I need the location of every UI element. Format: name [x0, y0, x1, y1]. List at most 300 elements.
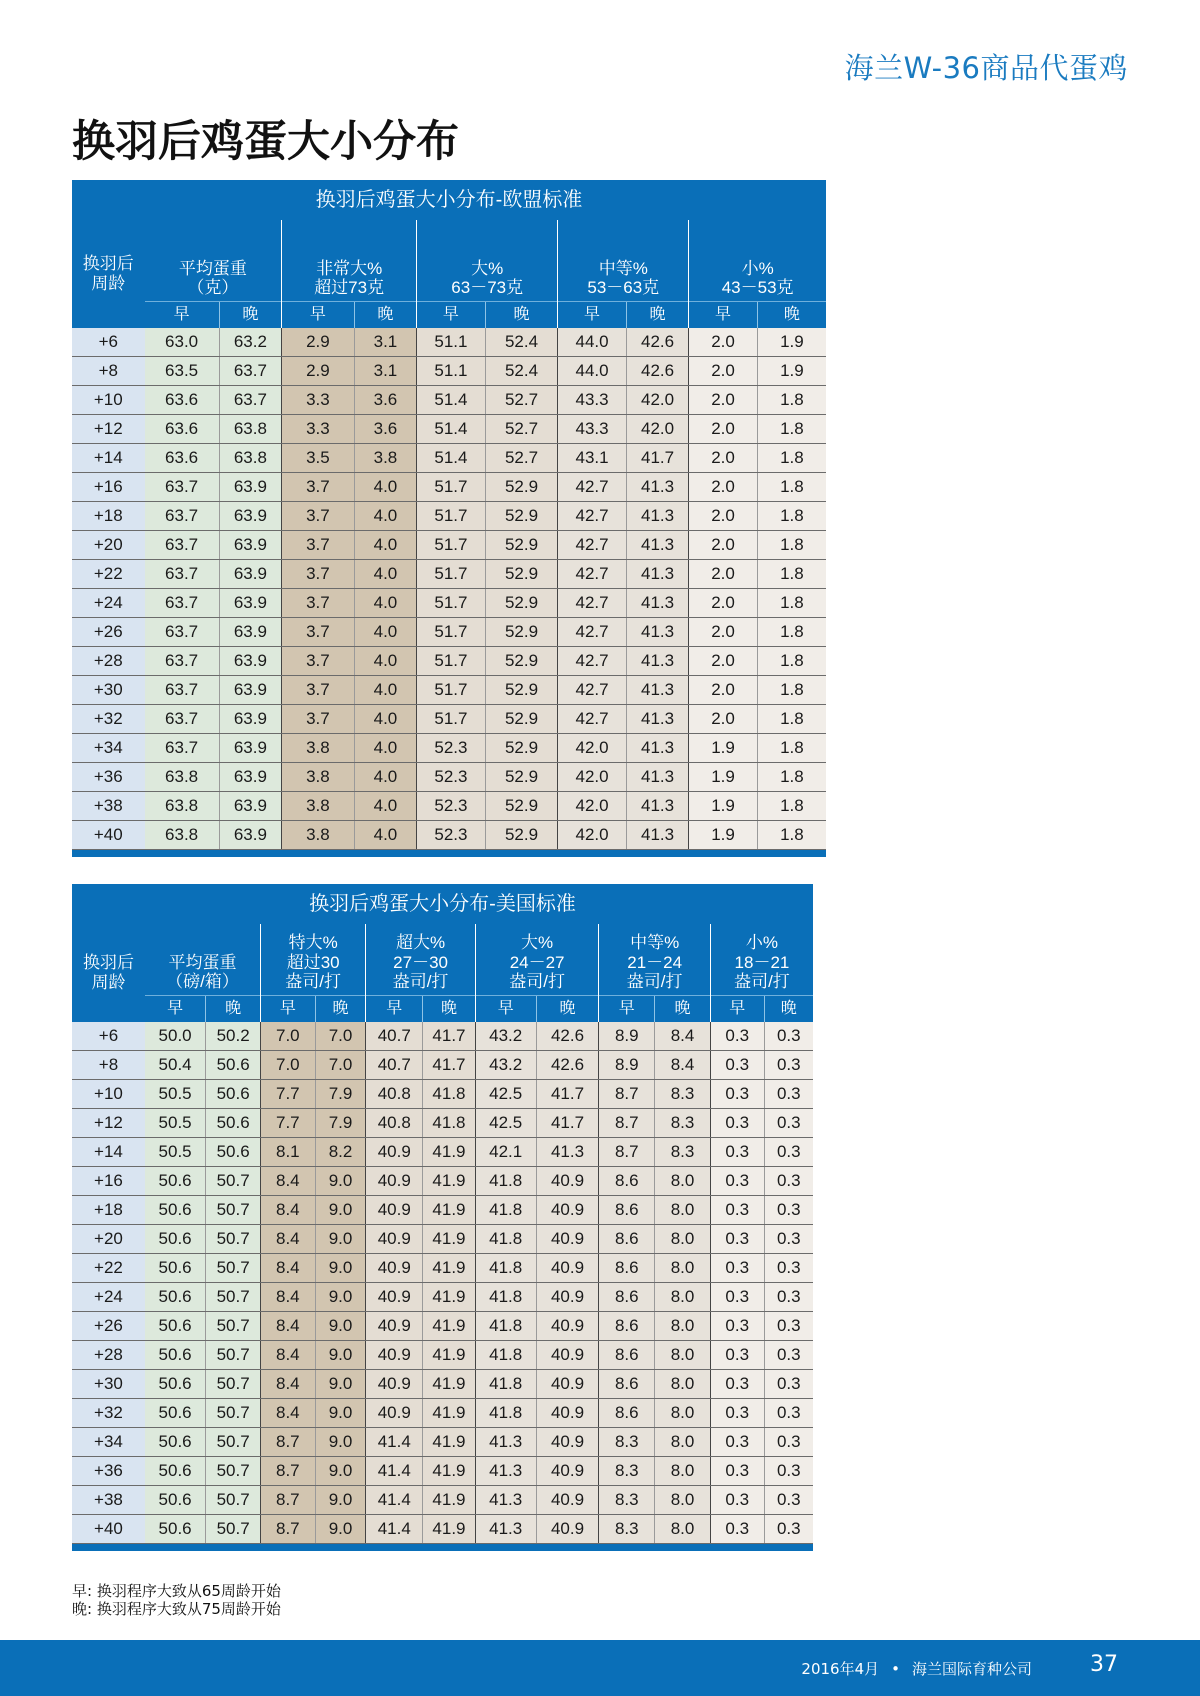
value-cell: 50.6	[145, 1370, 206, 1399]
table-row	[72, 1283, 813, 1312]
week-cell: +36	[72, 1457, 145, 1486]
value-cell: 42.0	[558, 734, 627, 763]
value-cell: 0.3	[764, 1167, 813, 1196]
week-cell: +6	[72, 328, 145, 357]
sub-header-row	[72, 996, 813, 1023]
value-cell: 1.9	[757, 357, 826, 386]
value-cell: 63.7	[219, 357, 281, 386]
value-cell: 8.0	[655, 1254, 711, 1283]
value-cell: 41.3	[536, 1138, 599, 1167]
value-cell: 8.2	[315, 1138, 366, 1167]
value-cell: 8.6	[599, 1167, 655, 1196]
subheader-late: 晚	[626, 302, 688, 329]
table-row	[72, 1196, 813, 1225]
value-cell: 41.9	[423, 1138, 476, 1167]
value-cell: 50.6	[145, 1312, 206, 1341]
table-row	[72, 589, 826, 618]
value-cell: 42.6	[536, 1051, 599, 1080]
value-cell: 41.4	[366, 1486, 423, 1515]
value-cell: 1.8	[757, 444, 826, 473]
value-cell: 0.3	[710, 1312, 764, 1341]
value-cell: 0.3	[764, 1196, 813, 1225]
value-cell: 42.6	[536, 1022, 599, 1051]
value-cell: 50.7	[206, 1370, 261, 1399]
column-group-label: 平均蛋重	[178, 258, 247, 278]
value-cell: 50.7	[206, 1486, 261, 1515]
value-cell: 1.8	[757, 502, 826, 531]
column-group-label: 中等%	[630, 933, 680, 953]
value-cell: 8.4	[655, 1051, 711, 1080]
value-cell: 52.7	[485, 444, 558, 473]
value-cell: 42.7	[558, 531, 627, 560]
value-cell: 8.0	[655, 1283, 711, 1312]
value-cell: 1.8	[757, 415, 826, 444]
week-cell: +24	[72, 1283, 145, 1312]
value-cell: 52.9	[485, 589, 558, 618]
value-cell: 41.4	[366, 1515, 423, 1544]
value-cell: 3.8	[354, 444, 416, 473]
value-cell: 8.6	[599, 1254, 655, 1283]
value-cell: 4.0	[354, 589, 416, 618]
subheader-early: 早	[417, 302, 486, 329]
column-group-label: 43－53克	[721, 278, 794, 298]
table-row	[72, 1370, 813, 1399]
column-group-label: 超大%	[396, 933, 446, 953]
value-cell: 0.3	[710, 1428, 764, 1457]
value-cell: 0.3	[764, 1225, 813, 1254]
value-cell: 43.2	[475, 1051, 536, 1080]
value-cell: 7.7	[260, 1080, 315, 1109]
column-group-label: 盎司/打	[509, 972, 565, 992]
value-cell: 40.9	[366, 1225, 423, 1254]
value-cell: 8.3	[599, 1457, 655, 1486]
table-row	[72, 531, 826, 560]
value-cell: 8.4	[260, 1283, 315, 1312]
value-cell: 42.7	[558, 676, 627, 705]
column-group-label: 27－30	[393, 952, 448, 972]
value-cell: 41.8	[475, 1312, 536, 1341]
value-cell: 42.7	[558, 502, 627, 531]
column-group-label: 63－73克	[451, 278, 524, 298]
value-cell: 1.8	[757, 763, 826, 792]
value-cell: 40.9	[536, 1486, 599, 1515]
value-cell: 8.3	[655, 1080, 711, 1109]
table-row	[72, 1399, 813, 1428]
value-cell: 40.9	[536, 1196, 599, 1225]
table-row	[72, 357, 826, 386]
sub-header-row	[72, 302, 826, 329]
subheader-late: 晚	[219, 302, 281, 329]
value-cell: 9.0	[315, 1225, 366, 1254]
value-cell: 50.5	[145, 1138, 206, 1167]
subheader-early: 早	[282, 302, 355, 329]
value-cell: 41.8	[475, 1167, 536, 1196]
table-row	[72, 473, 826, 502]
value-cell: 8.0	[655, 1370, 711, 1399]
week-cell: +40	[72, 821, 145, 850]
value-cell: 52.9	[485, 734, 558, 763]
row-header-week	[72, 220, 145, 328]
value-cell: 41.9	[423, 1167, 476, 1196]
week-cell: +6	[72, 1022, 145, 1051]
value-cell: 52.3	[417, 821, 486, 850]
value-cell: 40.9	[536, 1370, 599, 1399]
value-cell: 8.3	[599, 1486, 655, 1515]
value-cell: 41.3	[626, 676, 688, 705]
week-cell: +12	[72, 1109, 145, 1138]
value-cell: 9.0	[315, 1312, 366, 1341]
value-cell: 63.6	[145, 386, 220, 415]
value-cell: 41.3	[626, 705, 688, 734]
value-cell: 2.0	[689, 589, 758, 618]
value-cell: 40.9	[536, 1254, 599, 1283]
column-group-label: 盎司/打	[285, 972, 342, 992]
week-cell: +34	[72, 1428, 145, 1457]
value-cell: 41.4	[366, 1428, 423, 1457]
value-cell: 63.6	[145, 415, 220, 444]
value-cell: 50.6	[206, 1051, 261, 1080]
value-cell: 41.3	[626, 763, 688, 792]
value-cell: 0.3	[764, 1080, 813, 1109]
value-cell: 0.3	[710, 1225, 764, 1254]
value-cell: 63.9	[219, 705, 281, 734]
value-cell: 8.3	[655, 1109, 711, 1138]
value-cell: 50.7	[206, 1225, 261, 1254]
week-cell: +30	[72, 676, 145, 705]
value-cell: 1.8	[757, 647, 826, 676]
value-cell: 63.7	[145, 560, 220, 589]
table-row	[72, 502, 826, 531]
value-cell: 8.7	[260, 1428, 315, 1457]
value-cell: 1.8	[757, 618, 826, 647]
value-cell: 8.4	[260, 1225, 315, 1254]
value-cell: 40.9	[366, 1370, 423, 1399]
value-cell: 41.8	[475, 1225, 536, 1254]
value-cell: 9.0	[315, 1515, 366, 1544]
value-cell: 3.7	[282, 560, 355, 589]
value-cell: 63.6	[145, 444, 220, 473]
value-cell: 8.0	[655, 1457, 711, 1486]
value-cell: 41.3	[626, 531, 688, 560]
value-cell: 50.6	[145, 1515, 206, 1544]
value-cell: 9.0	[315, 1370, 366, 1399]
table-row	[72, 676, 826, 705]
value-cell: 1.8	[757, 705, 826, 734]
value-cell: 3.6	[354, 415, 416, 444]
week-cell: +16	[72, 473, 145, 502]
group-header-row	[72, 924, 813, 996]
week-cell: +32	[72, 705, 145, 734]
value-cell: 41.8	[423, 1109, 476, 1138]
value-cell: 41.7	[626, 444, 688, 473]
value-cell: 0.3	[764, 1515, 813, 1544]
value-cell: 8.6	[599, 1341, 655, 1370]
value-cell: 2.9	[282, 357, 355, 386]
value-cell: 52.9	[485, 647, 558, 676]
column-group-label: 18－21	[734, 952, 790, 972]
value-cell: 8.9	[599, 1022, 655, 1051]
value-cell: 1.9	[689, 792, 758, 821]
value-cell: 50.5	[145, 1080, 206, 1109]
value-cell: 0.3	[710, 1341, 764, 1370]
value-cell: 50.0	[145, 1022, 206, 1051]
table-row	[72, 1051, 813, 1080]
week-cell: +22	[72, 1254, 145, 1283]
value-cell: 1.8	[757, 473, 826, 502]
value-cell: 40.9	[366, 1341, 423, 1370]
value-cell: 50.7	[206, 1428, 261, 1457]
week-cell: +10	[72, 1080, 145, 1109]
value-cell: 1.8	[757, 560, 826, 589]
value-cell: 41.3	[626, 821, 688, 850]
value-cell: 52.9	[485, 821, 558, 850]
value-cell: 63.9	[219, 531, 281, 560]
value-cell: 8.0	[655, 1515, 711, 1544]
value-cell: 0.3	[764, 1254, 813, 1283]
value-cell: 1.8	[757, 734, 826, 763]
value-cell: 0.3	[764, 1341, 813, 1370]
page-title: 换羽后鸡蛋大小分布	[72, 117, 459, 167]
value-cell: 0.3	[710, 1080, 764, 1109]
column-group-header	[710, 924, 813, 996]
value-cell: 52.9	[485, 705, 558, 734]
value-cell: 3.7	[282, 502, 355, 531]
value-cell: 41.8	[475, 1254, 536, 1283]
footer-bar	[0, 1640, 1200, 1696]
value-cell: 51.7	[417, 502, 486, 531]
value-cell: 2.0	[689, 357, 758, 386]
week-cell: +18	[72, 502, 145, 531]
value-cell: 3.7	[282, 531, 355, 560]
value-cell: 41.9	[423, 1515, 476, 1544]
value-cell: 52.9	[485, 502, 558, 531]
week-cell: +14	[72, 444, 145, 473]
value-cell: 50.7	[206, 1399, 261, 1428]
value-cell: 0.3	[710, 1109, 764, 1138]
value-cell: 41.9	[423, 1486, 476, 1515]
week-cell: +22	[72, 560, 145, 589]
value-cell: 51.7	[417, 473, 486, 502]
table-row	[72, 444, 826, 473]
value-cell: 1.8	[757, 821, 826, 850]
value-cell: 0.3	[764, 1283, 813, 1312]
value-cell: 40.9	[366, 1138, 423, 1167]
value-cell: 4.0	[354, 473, 416, 502]
value-cell: 51.7	[417, 647, 486, 676]
value-cell: 7.9	[315, 1080, 366, 1109]
value-cell: 50.6	[145, 1167, 206, 1196]
footer-date: 2016年4月	[801, 1660, 880, 1678]
value-cell: 63.7	[145, 473, 220, 502]
column-group-label: （磅/箱）	[166, 972, 239, 992]
value-cell: 51.1	[417, 328, 486, 357]
value-cell: 44.0	[558, 357, 627, 386]
column-group-header	[689, 220, 826, 302]
value-cell: 40.9	[366, 1283, 423, 1312]
value-cell: 2.0	[689, 618, 758, 647]
value-cell: 51.4	[417, 415, 486, 444]
value-cell: 1.8	[757, 531, 826, 560]
value-cell: 8.3	[599, 1428, 655, 1457]
value-cell: 41.7	[423, 1051, 476, 1080]
value-cell: 8.7	[599, 1138, 655, 1167]
value-cell: 0.3	[710, 1167, 764, 1196]
value-cell: 42.7	[558, 589, 627, 618]
value-cell: 8.4	[260, 1399, 315, 1428]
value-cell: 41.9	[423, 1341, 476, 1370]
value-cell: 8.4	[260, 1370, 315, 1399]
subheader-late: 晚	[423, 996, 476, 1023]
value-cell: 1.8	[757, 676, 826, 705]
value-cell: 0.3	[710, 1370, 764, 1399]
value-cell: 51.4	[417, 444, 486, 473]
value-cell: 42.0	[626, 415, 688, 444]
week-cell: +30	[72, 1370, 145, 1399]
value-cell: 63.7	[145, 676, 220, 705]
week-cell: +16	[72, 1167, 145, 1196]
value-cell: 50.6	[145, 1486, 206, 1515]
value-cell: 0.3	[710, 1283, 764, 1312]
week-cell: +26	[72, 618, 145, 647]
header-brand: 海兰W-36商品代蛋鸡	[844, 51, 1128, 85]
value-cell: 41.3	[626, 734, 688, 763]
value-cell: 9.0	[315, 1428, 366, 1457]
value-cell: 40.8	[366, 1109, 423, 1138]
value-cell: 42.0	[558, 792, 627, 821]
value-cell: 52.3	[417, 734, 486, 763]
value-cell: 63.8	[145, 763, 220, 792]
value-cell: 50.6	[145, 1283, 206, 1312]
table-row	[72, 1167, 813, 1196]
value-cell: 52.3	[417, 763, 486, 792]
value-cell: 2.0	[689, 676, 758, 705]
value-cell: 4.0	[354, 560, 416, 589]
column-group-header	[599, 924, 710, 996]
week-cell: +32	[72, 1399, 145, 1428]
value-cell: 40.7	[366, 1051, 423, 1080]
column-group-label: 平均蛋重	[168, 952, 237, 972]
value-cell: 42.5	[475, 1109, 536, 1138]
column-group-header	[260, 924, 365, 996]
week-cell: +20	[72, 531, 145, 560]
week-cell: +26	[72, 1312, 145, 1341]
value-cell: 42.0	[558, 821, 627, 850]
value-cell: 0.3	[710, 1138, 764, 1167]
subheader-late: 晚	[485, 302, 558, 329]
value-cell: 42.7	[558, 618, 627, 647]
column-group-label: 非常大%	[316, 258, 383, 278]
value-cell: 42.6	[626, 328, 688, 357]
value-cell: 40.9	[536, 1341, 599, 1370]
table-row	[72, 705, 826, 734]
value-cell: 1.8	[757, 589, 826, 618]
value-cell: 3.7	[282, 618, 355, 647]
value-cell: 0.3	[764, 1370, 813, 1399]
value-cell: 1.9	[689, 734, 758, 763]
column-group-header	[282, 220, 417, 302]
week-cell: +38	[72, 792, 145, 821]
subheader-early: 早	[558, 302, 627, 329]
value-cell: 52.4	[485, 357, 558, 386]
value-cell: 0.3	[710, 1254, 764, 1283]
value-cell: 8.0	[655, 1196, 711, 1225]
value-cell: 8.0	[655, 1167, 711, 1196]
value-cell: 8.3	[599, 1515, 655, 1544]
value-cell: 40.9	[536, 1283, 599, 1312]
column-group-label: 大%	[471, 258, 504, 278]
subheader-late: 晚	[764, 996, 813, 1023]
value-cell: 1.8	[757, 792, 826, 821]
value-cell: 3.5	[282, 444, 355, 473]
value-cell: 51.7	[417, 560, 486, 589]
value-cell: 63.9	[219, 618, 281, 647]
footer-separator: •	[891, 1660, 900, 1678]
value-cell: 41.7	[536, 1080, 599, 1109]
value-cell: 9.0	[315, 1399, 366, 1428]
value-cell: 43.2	[475, 1022, 536, 1051]
value-cell: 7.0	[315, 1022, 366, 1051]
value-cell: 3.7	[282, 705, 355, 734]
value-cell: 41.3	[626, 618, 688, 647]
value-cell: 51.4	[417, 386, 486, 415]
value-cell: 7.9	[315, 1109, 366, 1138]
column-group-header	[558, 220, 689, 302]
value-cell: 40.9	[536, 1225, 599, 1254]
row-header-line: 换羽后	[82, 953, 134, 973]
subheader-early: 早	[145, 302, 220, 329]
column-group-header	[145, 924, 261, 996]
value-cell: 0.3	[764, 1138, 813, 1167]
table-row	[72, 1022, 813, 1051]
value-cell: 63.0	[145, 328, 220, 357]
value-cell: 51.7	[417, 618, 486, 647]
value-cell: 4.0	[354, 821, 416, 850]
subheader-early: 早	[366, 996, 423, 1023]
value-cell: 3.8	[282, 792, 355, 821]
value-cell: 0.3	[764, 1399, 813, 1428]
value-cell: 52.4	[485, 328, 558, 357]
value-cell: 50.7	[206, 1515, 261, 1544]
value-cell: 8.0	[655, 1399, 711, 1428]
value-cell: 41.3	[475, 1428, 536, 1457]
value-cell: 42.7	[558, 473, 627, 502]
column-group-label: 盎司/打	[392, 972, 449, 992]
value-cell: 44.0	[558, 328, 627, 357]
subheader-early: 早	[260, 996, 315, 1023]
value-cell: 4.0	[354, 647, 416, 676]
column-group-label: 小%	[745, 933, 778, 953]
value-cell: 9.0	[315, 1254, 366, 1283]
value-cell: 2.0	[689, 531, 758, 560]
value-cell: 9.0	[315, 1196, 366, 1225]
value-cell: 51.7	[417, 531, 486, 560]
subheader-late: 晚	[757, 302, 826, 329]
value-cell: 41.7	[423, 1022, 476, 1051]
value-cell: 8.0	[655, 1428, 711, 1457]
value-cell: 42.5	[475, 1080, 536, 1109]
value-cell: 2.0	[689, 647, 758, 676]
value-cell: 9.0	[315, 1341, 366, 1370]
value-cell: 63.7	[145, 531, 220, 560]
column-group-header	[475, 924, 599, 996]
subheader-early: 早	[145, 996, 206, 1023]
value-cell: 3.7	[282, 647, 355, 676]
value-cell: 8.4	[260, 1254, 315, 1283]
value-cell: 8.1	[260, 1138, 315, 1167]
value-cell: 41.3	[626, 502, 688, 531]
column-group-label: 21－24	[627, 952, 683, 972]
row-header-week	[72, 924, 145, 1022]
